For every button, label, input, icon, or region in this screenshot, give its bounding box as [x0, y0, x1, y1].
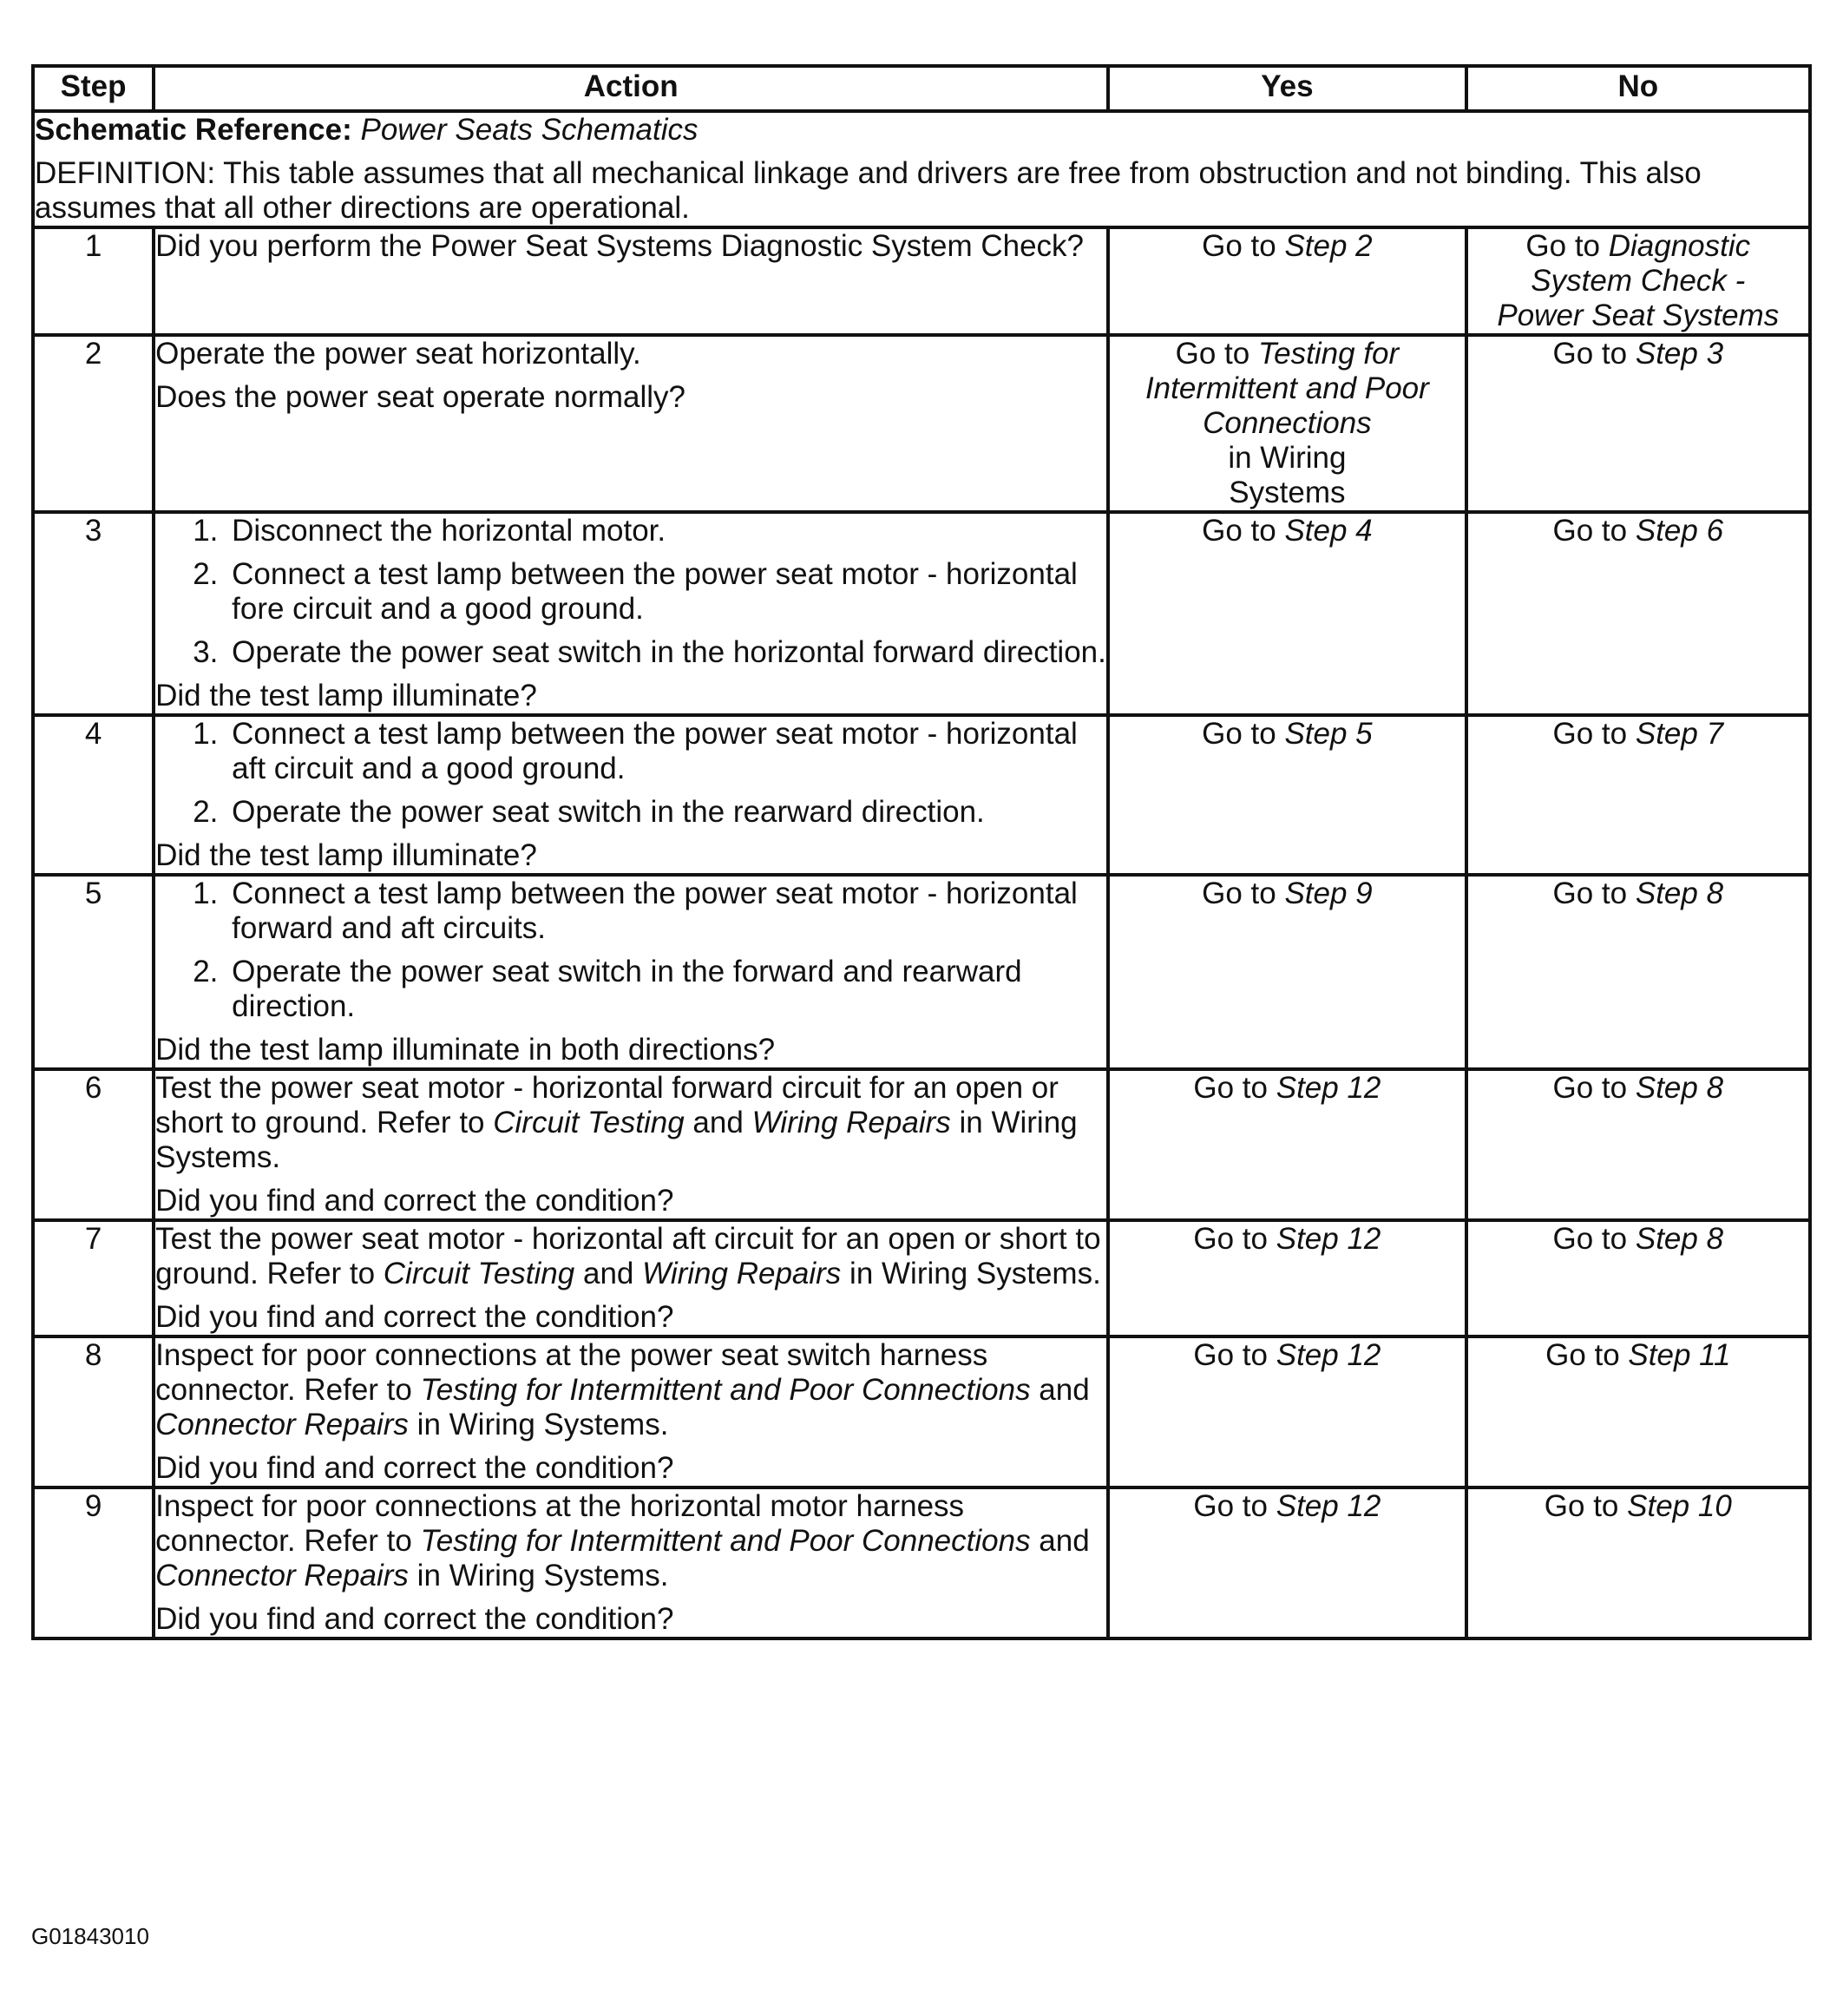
question-text: Did you find and correct the condition?	[155, 1602, 674, 1636]
action-cell	[154, 335, 1108, 512]
header-step: Step	[33, 66, 154, 111]
reference-link[interactable]: Testing for Intermittent and Poor Connections	[420, 1373, 1031, 1407]
yes-cell	[1108, 512, 1466, 715]
list-item: 2. Operate the power seat switch in the forward and rearward direction.	[226, 955, 1106, 1024]
yes-goto-link[interactable]: Go to Step 12	[1193, 1222, 1381, 1256]
question-text: Did the test lamp illuminate?	[155, 838, 537, 872]
action-cell	[154, 1220, 1108, 1336]
list-item: 2. Operate the power seat switch in the rearward direction.	[226, 795, 1106, 830]
yes-cell	[1108, 1220, 1466, 1336]
action-list	[155, 514, 1106, 670]
action-cell	[154, 715, 1108, 875]
reference-link[interactable]: Circuit Testing	[493, 1106, 685, 1139]
list-item: 2. Connect a test lamp between the power seat motor - horizontal fore circuit and a good ground.	[226, 557, 1106, 627]
table-row	[33, 875, 1810, 1069]
no-cell	[1466, 1336, 1810, 1487]
table-row	[33, 335, 1810, 512]
table-row	[33, 1069, 1810, 1220]
schematic-reference-row	[33, 111, 1810, 227]
yes-goto-link[interactable]: Go to Step 9	[1202, 877, 1373, 910]
action-text: Test the power seat motor - horizontal forward circuit for an open or short to ground. Refer to Circuit Testing and Wiring Repairs in Wiring Systems.	[155, 1071, 1078, 1174]
step-number: 5	[33, 875, 154, 1069]
step-number: 4	[33, 715, 154, 875]
step-number: 1	[33, 227, 154, 335]
no-goto-link[interactable]: Go to Step 8	[1552, 1071, 1724, 1105]
no-goto-line[interactable]: Power Seat Systems	[1497, 299, 1780, 332]
action-text: Test the power seat motor - horizontal aft circuit for an open or short to ground. Refer to Circuit Testing and Wiring Repairs in Wiring Systems.	[155, 1222, 1101, 1290]
yes-cell	[1108, 875, 1466, 1069]
action-cell	[154, 512, 1108, 715]
no-cell	[1466, 875, 1810, 1069]
no-goto-link[interactable]: Go to Step 8	[1552, 1222, 1724, 1256]
figure-code: G01843010	[31, 1923, 149, 1949]
action-cell	[154, 227, 1108, 335]
no-goto-link[interactable]: Go to Step 7	[1552, 717, 1724, 751]
no-goto-link[interactable]: Go to Step 6	[1552, 514, 1724, 548]
yes-goto-link[interactable]: Go to Step 12	[1193, 1489, 1381, 1523]
no-goto-line[interactable]: System Check -	[1531, 264, 1746, 298]
action-list	[155, 877, 1106, 1024]
yes-goto-link[interactable]: Go to Step 2	[1202, 229, 1373, 263]
reference-link[interactable]: Circuit Testing	[383, 1257, 575, 1290]
question-text: Did you find and correct the condition?	[155, 1184, 674, 1218]
yes-goto-line[interactable]: in Wiring	[1228, 441, 1347, 475]
reference-link[interactable]: Connector Repairs	[155, 1408, 409, 1441]
action-text: Inspect for poor connections at the power seat switch harness connector. Refer to Testing for Intermittent and Poor Connections and Connector Repairs in Wiring Systems.	[155, 1338, 1090, 1441]
action-list	[155, 717, 1106, 830]
step-number: 3	[33, 512, 154, 715]
step-number: 8	[33, 1336, 154, 1487]
yes-goto-link[interactable]: Go to Step 5	[1202, 717, 1373, 751]
header-no: No	[1466, 66, 1810, 111]
no-cell	[1466, 1069, 1810, 1220]
question-text: Did you find and correct the condition?	[155, 1300, 674, 1334]
no-goto-link[interactable]: Go to Step 10	[1544, 1489, 1732, 1523]
diagnostic-table	[31, 64, 1812, 1640]
schematic-reference-label: Schematic Reference:	[35, 113, 352, 147]
action-text: Operate the power seat horizontally.	[155, 337, 641, 371]
question-text: Did the test lamp illuminate?	[155, 679, 537, 712]
no-cell	[1466, 1487, 1810, 1638]
no-goto-line[interactable]: Go to Diagnostic	[1525, 229, 1751, 263]
yes-cell	[1108, 1069, 1466, 1220]
action-cell	[154, 875, 1108, 1069]
yes-cell	[1108, 1487, 1466, 1638]
yes-goto-line[interactable]: Connections	[1203, 406, 1372, 440]
header-action: Action	[154, 66, 1108, 111]
yes-cell	[1108, 1336, 1466, 1487]
table-row	[33, 1220, 1810, 1336]
definition-text: DEFINITION: This table assumes that all mechanical linkage and drivers are free from obstruction and not binding. This also assumes that all other directions are operational.	[35, 156, 1702, 225]
step-number: 9	[33, 1487, 154, 1638]
yes-cell	[1108, 335, 1466, 512]
table-header-row	[33, 66, 1810, 111]
table-row	[33, 715, 1810, 875]
schematic-reference-cell	[33, 111, 1810, 227]
no-cell	[1466, 512, 1810, 715]
yes-goto-link[interactable]: Go to Step 4	[1202, 514, 1373, 548]
schematic-reference-link[interactable]: Power Seats Schematics	[360, 113, 699, 147]
yes-cell	[1108, 227, 1466, 335]
action-cell	[154, 1069, 1108, 1220]
action-text: Does the power seat operate normally?	[155, 380, 686, 414]
no-cell	[1466, 1220, 1810, 1336]
no-goto-link[interactable]: Go to Step 8	[1552, 877, 1724, 910]
no-cell	[1466, 715, 1810, 875]
yes-goto-line[interactable]: Intermittent and Poor	[1144, 371, 1429, 405]
action-cell	[154, 1487, 1108, 1638]
table-row	[33, 227, 1810, 335]
list-item: 1. Disconnect the horizontal motor.	[226, 514, 1106, 548]
no-goto-link[interactable]: Go to Step 11	[1545, 1338, 1731, 1372]
yes-goto-link[interactable]: Go to Step 12	[1193, 1071, 1381, 1105]
step-number: 2	[33, 335, 154, 512]
list-item: 3. Operate the power seat switch in the horizontal forward direction.	[226, 635, 1106, 670]
yes-goto-line[interactable]: Systems	[1229, 476, 1346, 509]
reference-link[interactable]: Connector Repairs	[155, 1559, 409, 1592]
reference-link[interactable]: Wiring Repairs	[642, 1257, 842, 1290]
action-cell	[154, 1336, 1108, 1487]
list-item: 1. Connect a test lamp between the power seat motor - horizontal aft circuit and a good ground.	[226, 717, 1106, 786]
question-text: Did you find and correct the condition?	[155, 1451, 674, 1485]
yes-goto-line[interactable]: Go to Testing for	[1175, 337, 1400, 371]
yes-cell	[1108, 715, 1466, 875]
no-goto-link[interactable]: Go to Step 3	[1552, 337, 1724, 371]
list-item: 1. Connect a test lamp between the power seat motor - horizontal forward and aft circuits.	[226, 877, 1106, 946]
no-cell	[1466, 227, 1810, 335]
no-cell	[1466, 335, 1810, 512]
table-row	[33, 512, 1810, 715]
step-number: 7	[33, 1220, 154, 1336]
action-text: Did you perform the Power Seat Systems Diagnostic System Check?	[155, 229, 1085, 263]
table-row	[33, 1336, 1810, 1487]
header-yes: Yes	[1108, 66, 1466, 111]
step-number: 6	[33, 1069, 154, 1220]
yes-goto-link[interactable]: Go to Step 12	[1193, 1338, 1381, 1372]
table-row	[33, 1487, 1810, 1638]
question-text: Did the test lamp illuminate in both directions?	[155, 1033, 776, 1067]
reference-link[interactable]: Wiring Repairs	[751, 1106, 951, 1139]
reference-link[interactable]: Testing for Intermittent and Poor Connections	[420, 1524, 1031, 1558]
action-text: Inspect for poor connections at the horizontal motor harness connector. Refer to Testing for Intermittent and Poor Connections and Connector Repairs in Wiring Systems.	[155, 1489, 1090, 1592]
